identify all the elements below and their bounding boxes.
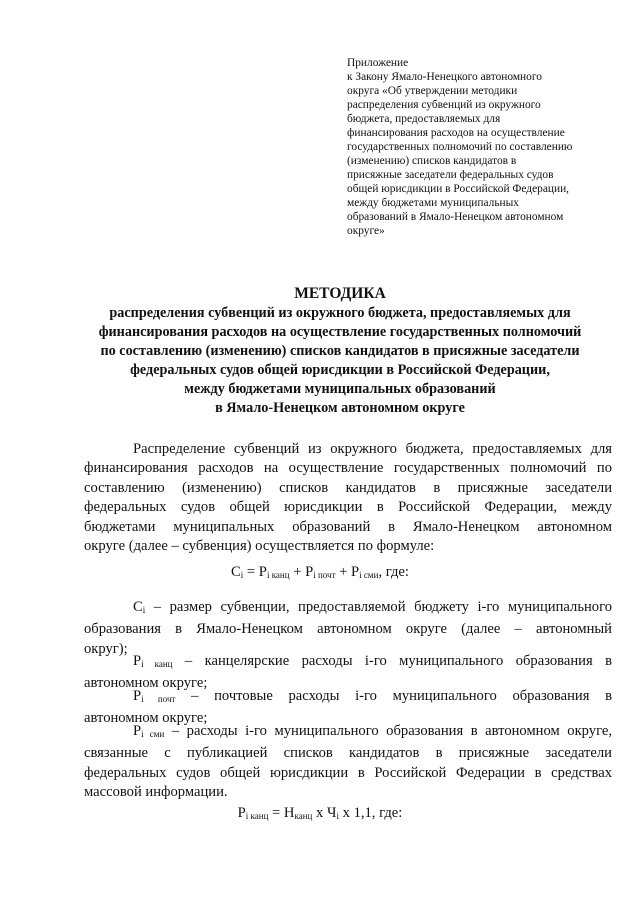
formula-subvention [0, 564, 640, 581]
paragraph-line [84, 652, 612, 674]
definition-symbol: P [133, 723, 142, 739]
paragraph-line [84, 722, 612, 744]
formula-subscript: i почт [313, 570, 336, 580]
paragraph-line: округ); [84, 640, 128, 657]
formula-subscript: i [240, 570, 244, 580]
title-line: между бюджетами муниципальных образований [184, 381, 496, 397]
formula-kanc [0, 805, 640, 822]
formula-text: P [237, 805, 246, 821]
formula-text: х 1,1, где: [338, 805, 403, 821]
definition-symbol: C [133, 599, 143, 615]
formula-text: х Ч [312, 805, 337, 821]
paragraph-line: федеральных судов общей юрисдикции в Российской Федерации, между [84, 499, 612, 516]
paragraph-line [84, 687, 612, 709]
paragraph-line: округе (далее – субвенция) осуществляется по формуле: [84, 538, 435, 555]
formula-text: = Н [268, 805, 295, 821]
title-line: федеральных судов общей юрисдикции в Российской Федерации, [130, 362, 550, 378]
definition-text: – канцелярские расходы i-го муниципального образования в [172, 653, 612, 669]
definition-smi [84, 722, 612, 803]
formula-text: , где: [378, 564, 409, 580]
definition-subscript: i сми [141, 729, 165, 739]
paragraph-line: массовой информации. [84, 784, 228, 801]
definition-ci [84, 598, 612, 659]
appendix-line: округа «Об утверждении методики [347, 85, 518, 97]
definition-subscript: i канц [141, 659, 173, 669]
formula-subscript: i [336, 811, 339, 821]
definition-subscript: i [142, 605, 146, 615]
paragraph-line: бюджетами муниципальных образований в Ямало-Ненецком автономном [84, 518, 612, 535]
appendix-line: (изменению) списков кандидатов в [347, 155, 517, 167]
title-line: по составлению (изменению) списков кандидатов в присяжные заседатели [100, 343, 580, 359]
paragraph-line: Распределение субвенций из окружного бюджета, предоставляемых для [133, 441, 612, 457]
formula-subscript: i сми [359, 570, 379, 580]
title-heading: МЕТОДИКА [294, 285, 386, 302]
formula-text: + P [335, 564, 360, 580]
appendix-line: между бюджетами муниципальных [347, 197, 519, 209]
appendix-line: государственных полномочий по составлению [347, 141, 573, 153]
paragraph-line: федеральных судов общей юрисдикции в Российской Федерации в средствах [84, 764, 612, 781]
title-line: финансирования расходов на осуществление государственных полномочий [98, 324, 582, 340]
paragraph-line: образования в Ямало-Ненецком автономном округе (далее – автономный [84, 621, 612, 638]
title-line: распределения субвенций из окружного бюджета, предоставляемых для [109, 305, 571, 321]
appendix-line: к Закону Ямало-Ненецкого автономного [347, 71, 542, 83]
paragraph-line: связанные с публикацией списков кандидатов в присяжные заседатели [84, 745, 612, 762]
appendix-line: образований в Ямало-Ненецком автономном [347, 211, 564, 223]
appendix-header [347, 56, 612, 238]
definition-symbol: P [133, 653, 142, 669]
formula-subscript: i канц [266, 570, 290, 580]
definition-subscript: i почт [141, 694, 176, 704]
definition-text: – почтовые расходы i-го муниципального образования в [175, 688, 612, 704]
paragraph-line: автономном округе; [84, 710, 208, 727]
paragraph-line: финансирования расходов на осуществление государственных полномочий по [84, 460, 612, 477]
formula-subscript: i канц [245, 811, 269, 821]
formula-text: + P [289, 564, 314, 580]
formula-subscript: канц [294, 811, 313, 821]
appendix-line: общей юрисдикции в Российской Федерации, [347, 183, 570, 195]
appendix-line: распределения субвенций из окружного [347, 99, 541, 111]
formula-text: C [231, 564, 241, 580]
appendix-line: присяжные заседатели федеральных судов [347, 169, 554, 181]
document-title [70, 284, 610, 418]
appendix-line: финансирования расходов на осуществление [347, 127, 565, 139]
paragraph-line [84, 598, 612, 620]
paragraph-line: автономном округе; [84, 675, 208, 692]
appendix-line: округе» [347, 225, 385, 237]
appendix-line: Приложение [347, 57, 409, 69]
definition-text: – расходы i-го муниципального образования в автономном округе, [164, 723, 612, 739]
title-line: в Ямало-Ненецком автономном округе [215, 400, 465, 416]
paragraph-line: составлению (изменению) списков кандидатов в присяжные заседатели [84, 479, 612, 496]
formula-text: = P [243, 564, 267, 580]
definition-symbol: P [133, 688, 142, 704]
definition-text: – размер субвенции, предоставляемой бюджету i-го муниципального [145, 599, 612, 615]
appendix-line: бюджета, предоставляемых для [347, 113, 501, 125]
intro-paragraph [84, 440, 612, 556]
